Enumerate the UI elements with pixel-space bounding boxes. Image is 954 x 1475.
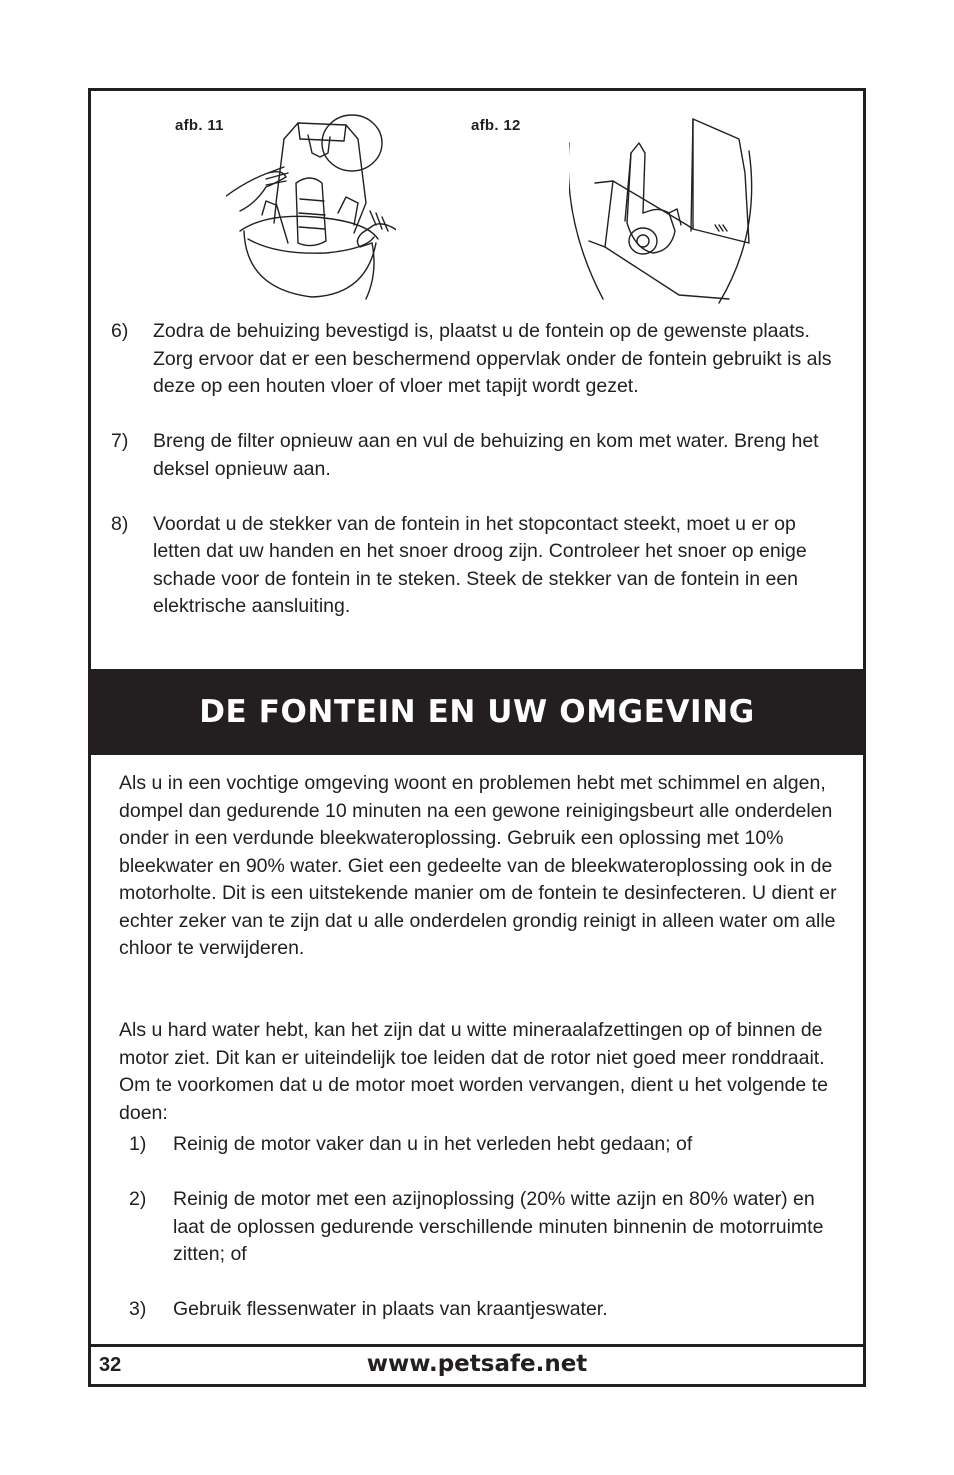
website-link[interactable]: www.petsafe.net [366, 1351, 588, 1377]
page-frame [88, 88, 866, 1387]
step-text: Reinig de motor met een azijnoplossing (20% witte azijn en 80% water) en laat de oplossen gedurende verschillende minuten binnenin de motorruimte zitten; of [173, 1188, 824, 1265]
list-item [111, 318, 841, 401]
page-number: 32 [99, 1354, 122, 1376]
step-text: Breng de filter opnieuw aan en vul de behuizing en kom met water. Breng het deksel opnieuw aan. [153, 430, 819, 480]
section-title: DE FONTEIN EN UW OMGEVING [199, 694, 755, 730]
list-item [111, 428, 841, 483]
section-banner [91, 669, 863, 755]
step-number: 6) [111, 320, 129, 342]
step-number: 8) [111, 512, 129, 535]
list-item [129, 1296, 829, 1324]
step-number: 1) [129, 1133, 147, 1155]
figure-12-label: afb. 12 [471, 117, 521, 134]
motor-care-steps-list [129, 1131, 829, 1324]
setup-steps-list [111, 318, 841, 621]
step-number: 3) [129, 1298, 147, 1320]
fountain-housing-illustration-icon [226, 113, 396, 303]
step-number: 7) [111, 430, 129, 452]
list-item [129, 1186, 829, 1269]
step-text: Gebruik flessenwater in plaats van kraantjeswater. [173, 1298, 608, 1320]
page-footer [91, 1344, 863, 1387]
step-text: Voordat u de stekker van de fontein in het stopcontact steekt, moet u er op letten dat uw handen en het snoer droog zijn. Controleer het snoer op enige schade voor de fontein in te steken. Steek de stekker van de fontein in een elektrische aansluiting. [153, 512, 807, 617]
list-item [129, 1131, 829, 1159]
paragraph-humidity: Als u in een vochtige omgeving woont en problemen hebt met schimmel en algen, dompel dan gedurende 10 minuten na een gewone reinigingsbeurt alle onderdelen onder in een verdunde bleekwateroplossing. Gebruik een oplossing met 10% bleekwater en 90% water. Giet een gedeelte van de bleekwateroplossing ook in de motorholte. Dit is een uitstekende manier om de fontein te desinfecteren. U dient er echter zeker van te zijn dat u alle onderdelen grondig reinigt in alleen water om alle chloor te verwijderen. [119, 772, 837, 959]
fountain-pump-illustration-icon [569, 113, 755, 305]
step-text: Zodra de behuizing bevestigd is, plaatst u de fontein op de gewenste plaats. Zorg ervoor dat er een beschermend oppervlak onder de fontein gebruikt is als deze op een houten vloer of vloer met tapijt wordt gezet. [153, 320, 832, 397]
figure-11-label: afb. 11 [175, 117, 224, 134]
step-text: Reinig de motor vaker dan u in het verleden hebt gedaan; of [173, 1133, 693, 1155]
list-item [111, 511, 841, 621]
paragraph-hard-water: Als u hard water hebt, kan het zijn dat u witte mineraalafzettingen op of binnen de motor ziet. Dit kan er uiteindelijk toe leiden dat de rotor niet goed meer ronddraait. Om te voorkomen dat u de motor moet worden vervangen, dient u het volgende te doen: [119, 1019, 828, 1124]
step-number: 2) [129, 1188, 147, 1210]
